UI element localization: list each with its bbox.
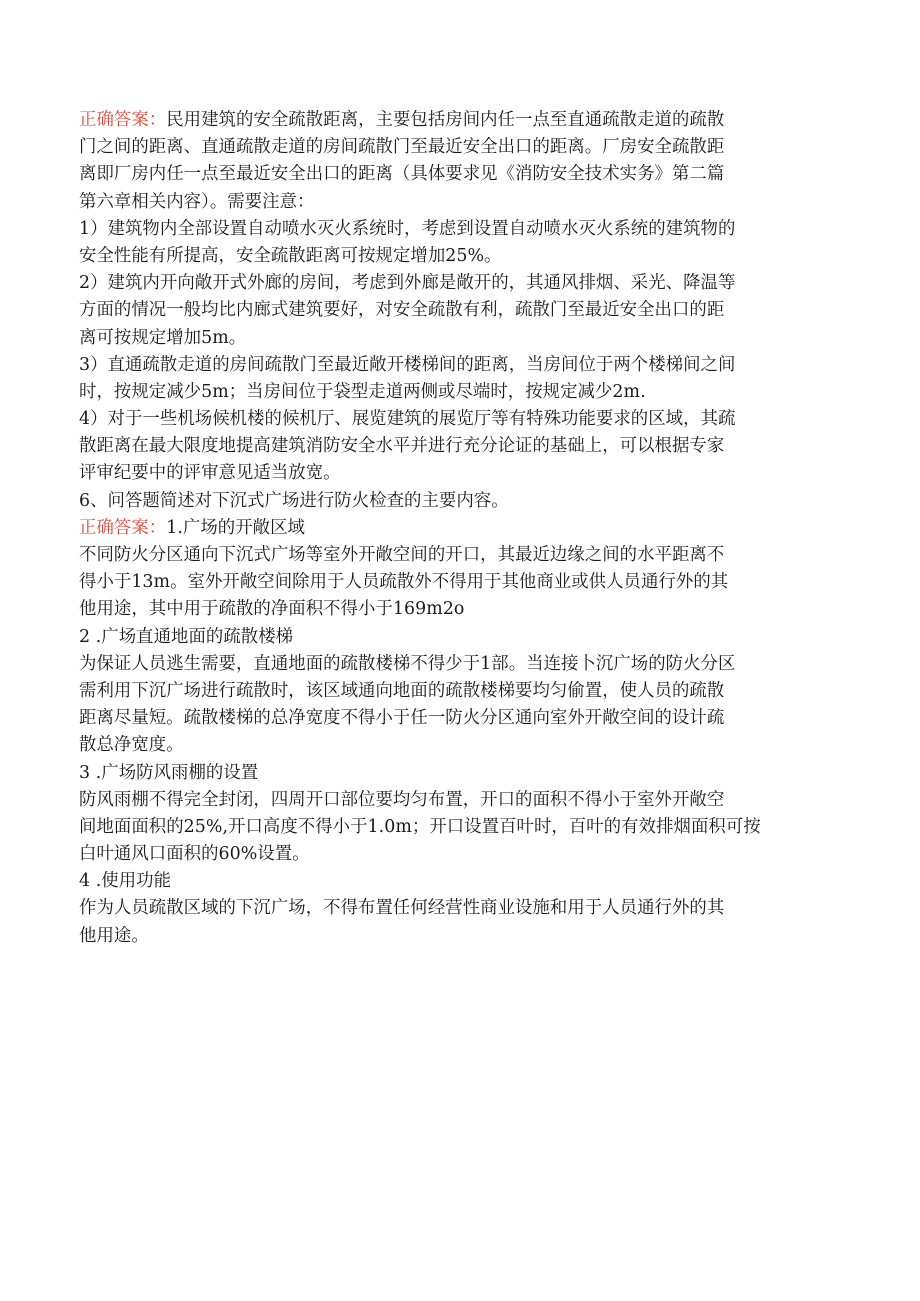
text-line: 作为人员疏散区域的下沉广场，不得布置任何经营性商业设施和用于人员通行外的其 bbox=[79, 898, 725, 919]
question-heading: 6、问答题简述对下沉式广场进行防火检查的主要内容。 bbox=[79, 490, 509, 511]
text-line: 2）建筑内开向敞开式外廊的房间，考虑到外廊是敞开的，其通风排烟、采光、降温等 bbox=[79, 273, 736, 294]
text-line: 离即厂房内任一点至最近安全出口的距离（具体要求见《消防安全技术实务》第二篇 bbox=[79, 164, 725, 185]
text-line: 防风雨棚不得完全封闭，四周开口部位要均匀布置，开口的面积不得小于室外开敞空 bbox=[79, 789, 725, 810]
text-line: 为保证人员逃生需要，直通地面的疏散楼梯不得少于1部。当连接卜沉广场的防火分区 bbox=[79, 653, 736, 674]
text-line: 第六章相关内容）。需要注意： bbox=[79, 191, 315, 212]
text-line: 4）对于一些机场候机楼的候机厅、展览建筑的展览厅等有特殊功能要求的区域，其疏 bbox=[79, 409, 736, 430]
text-line: 散距离在最大限度地提高建筑消防安全水平并进行充分论证的基础上，可以根据专家 bbox=[79, 436, 725, 457]
text-line: 方面的情况一般均比内廊式建筑要好，对安全疏散有利，疏散门至最近安全出口的距 bbox=[79, 300, 725, 321]
text-line: 安全性能有所提高，安全疏散距离可按规定增加25%。 bbox=[79, 245, 502, 266]
text-line: 评审纪要中的评审意见适当放宽。 bbox=[79, 463, 341, 484]
text-line: 白叶通风口面积的60%设置。 bbox=[79, 844, 310, 865]
answer-label: 正确答案： bbox=[79, 110, 167, 130]
text-line: 离可按规定增加5m。 bbox=[79, 327, 247, 348]
text-line: 散总净宽度。 bbox=[79, 735, 184, 756]
text-line: 他用途。 bbox=[79, 925, 149, 946]
text-line: 需利用下沉广场进行疏散时，该区域通向地面的疏散楼梯要均匀偷置，使人员的疏散 bbox=[79, 680, 725, 701]
answer-line bbox=[79, 515, 839, 542]
text-line: 民用建筑的安全疏散距离，主要包括房间内任一点至直通疏散走道的疏散 bbox=[166, 110, 725, 130]
text-line: 3）直通疏散走道的房间疏散门至最近敞开楼梯间的距离，当房间位于两个楼梯间之间 bbox=[79, 354, 736, 375]
text-line: 得小于13m。室外开敞空间除用于人员疏散外不得用于其他商业或供人员通行外的其 bbox=[79, 572, 729, 593]
section-title: 1.广场的开敞区域 bbox=[166, 517, 305, 538]
section-title: 4 .使用功能 bbox=[79, 871, 172, 892]
section-title: 2 .广场直通地面的疏散楼梯 bbox=[79, 626, 294, 647]
text-line: 间地面面积的25%,开口高度不得小于1.0m；开口设置百叶时，百叶的有效排烟面积可按 bbox=[79, 816, 761, 837]
text-line: 1）建筑物内全部设置自动喷水灭火系统时，考虑到设置自动喷水灭火系统的建筑物的 bbox=[79, 218, 736, 239]
section-title: 3 .广场防风雨棚的设置 bbox=[79, 762, 259, 783]
answer-label: 正确答案： bbox=[79, 517, 167, 538]
text-line: 时，按规定减少5m；当房间位于袋型走道两侧或尽端时，按规定减少2m. bbox=[79, 381, 646, 402]
text-line: 距离尽量短。疏散楼梯的总净宽度不得小于任一防火分区通向室外开敞空间的设计疏 bbox=[79, 708, 725, 729]
document-page bbox=[79, 107, 839, 950]
answer-line bbox=[79, 107, 839, 134]
text-line: 不同防火分区通向下沉式广场等室外开敞空间的开口，其最近边缘之间的水平距离不 bbox=[79, 545, 725, 565]
text-line: 门之间的距离、直通疏散走道的房间疏散门至最近安全出口的距离。厂房安全疏散距 bbox=[79, 137, 725, 158]
text-line: 他用途，其中用于疏散的净面积不得小于169m2o bbox=[79, 599, 465, 620]
